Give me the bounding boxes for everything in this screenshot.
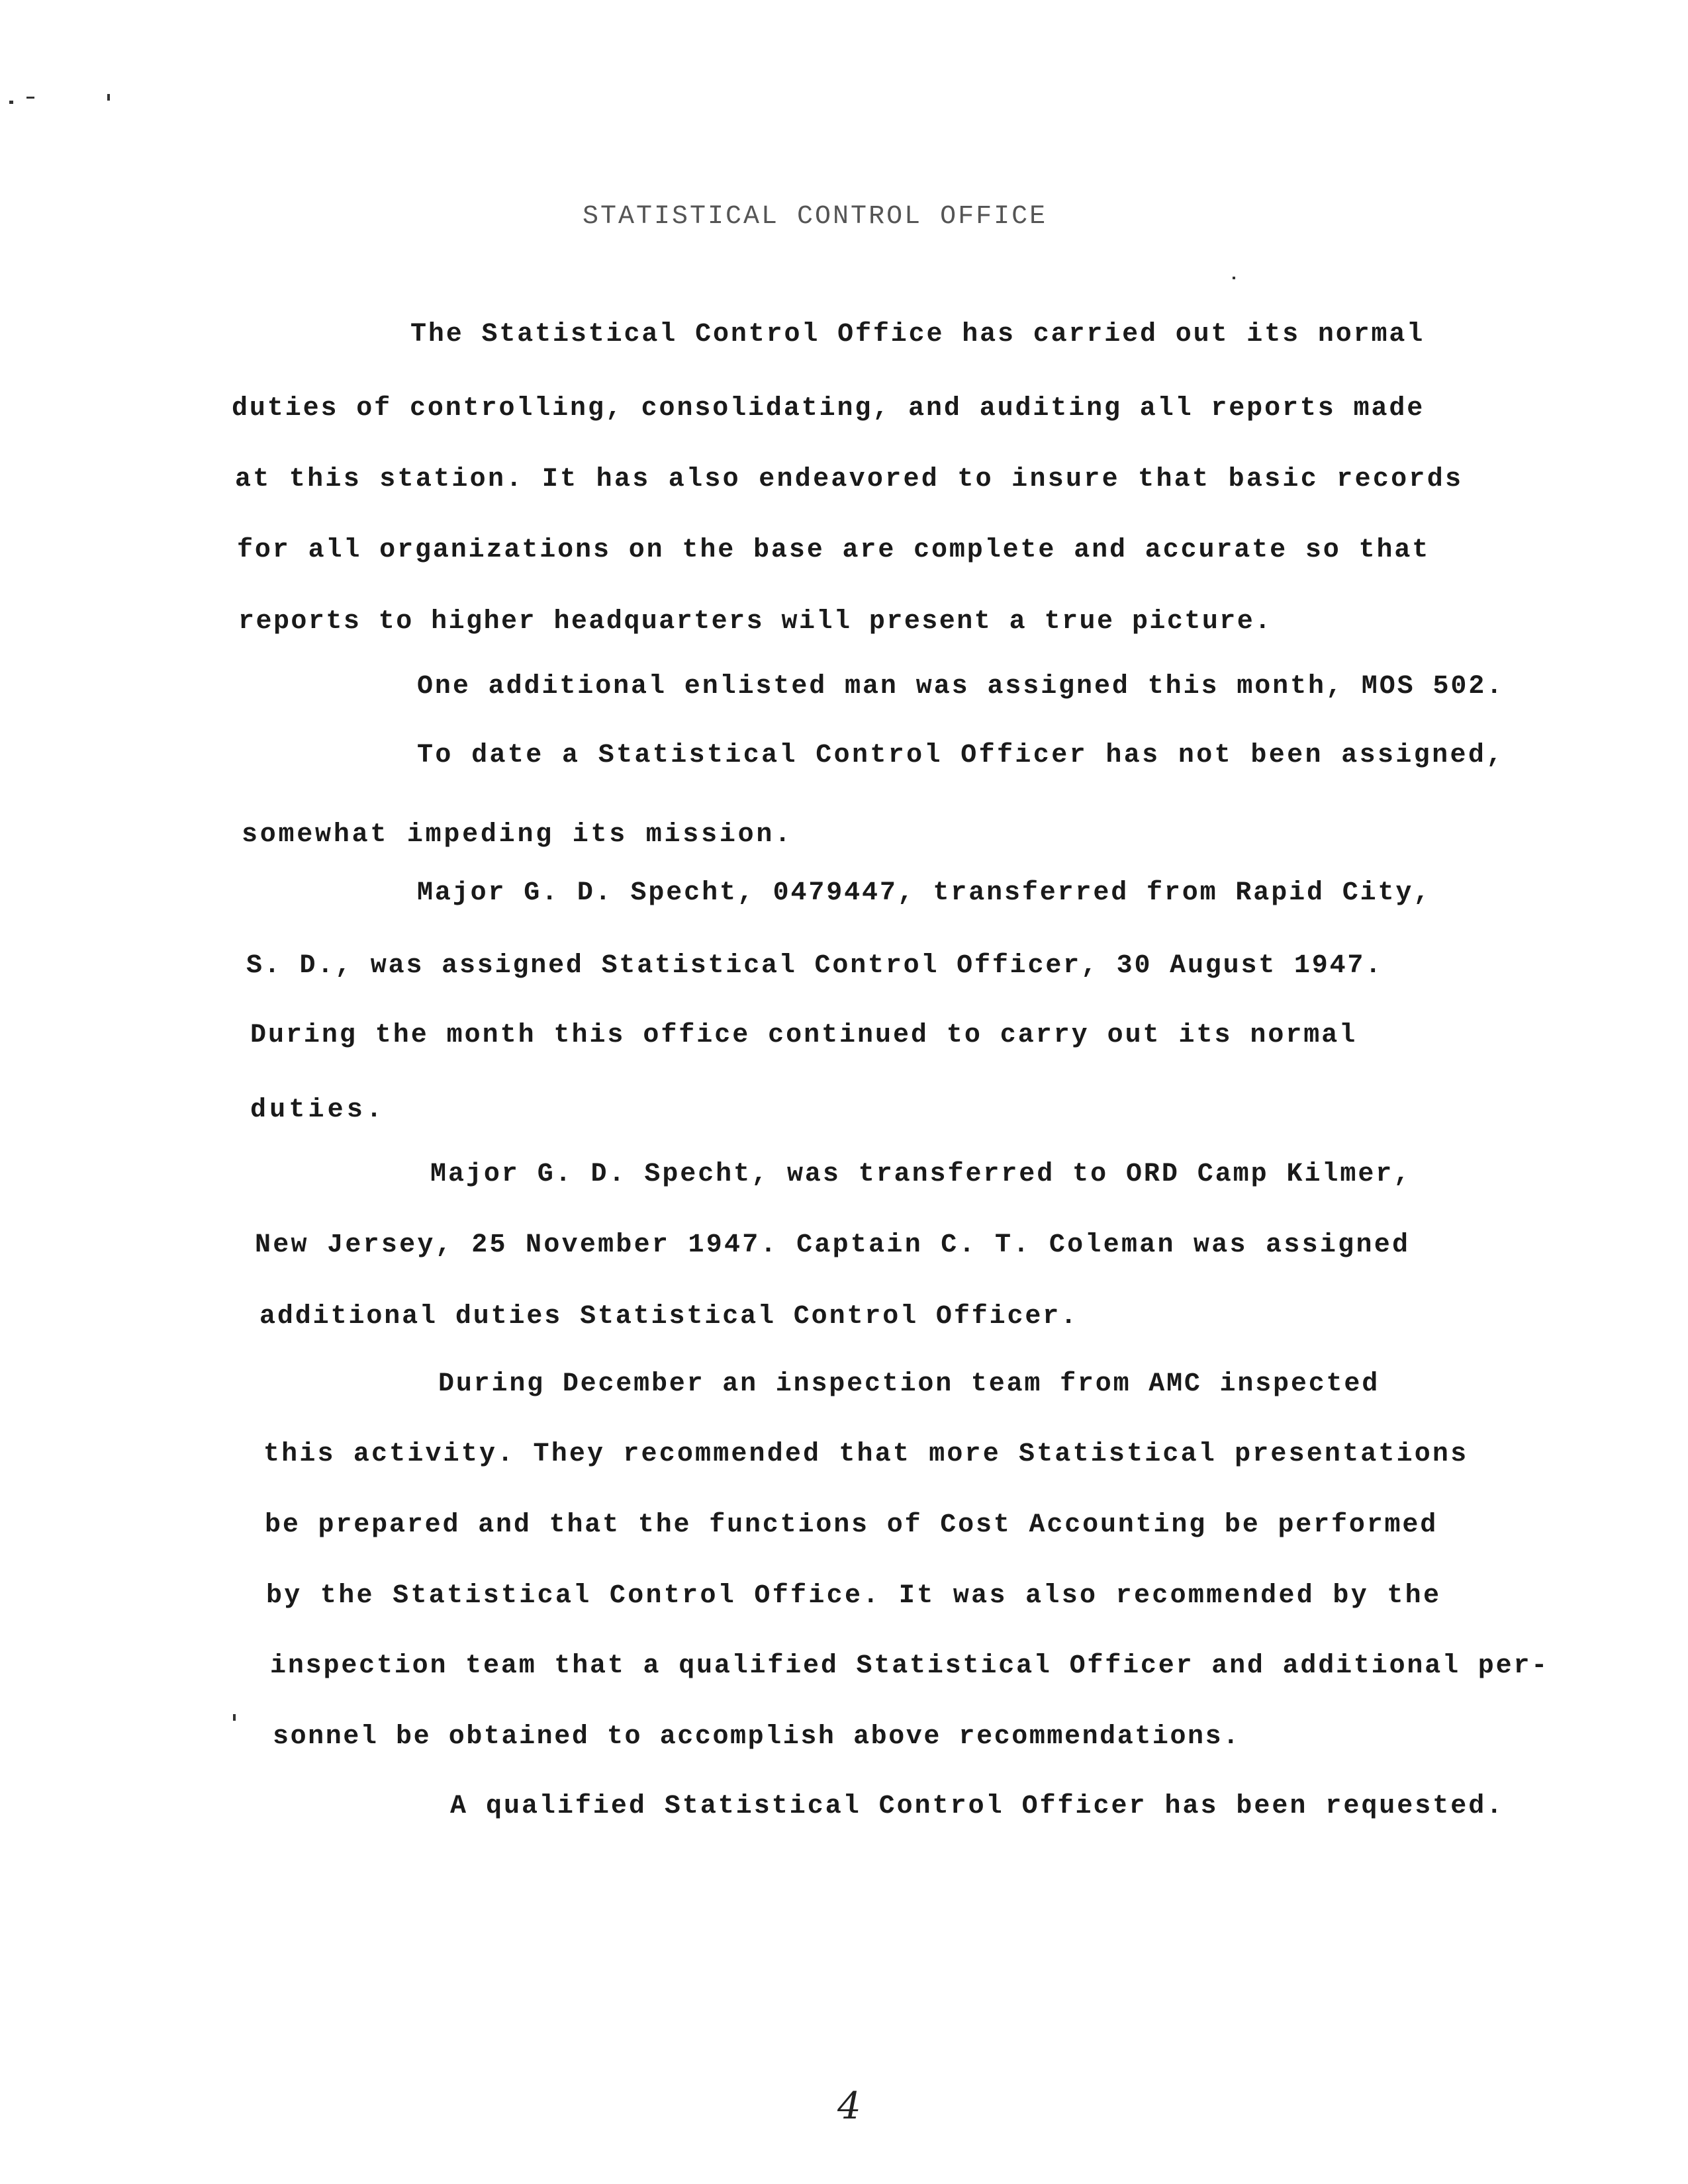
body-text-line: New Jersey, 25 November 1947. Captain C. T. Coleman was assigned [255,1230,1411,1260]
body-text-line: by the Statistical Control Office. It was also recommended by the [266,1581,1442,1611]
body-text-line: Major G. D. Specht, 0479447, transferred from Rapid City, [417,878,1432,908]
body-text-line: this activity. They recommended that more Statistical presentations [263,1439,1469,1469]
body-text-line: S. D., was assigned Statistical Control Officer, 30 August 1947. [246,951,1383,981]
body-text-line: During December an inspection team from AMC inspected [438,1369,1380,1399]
body-text-line: To date a Statistical Control Officer has not been assigned, [417,741,1505,770]
body-text-line: During the month this office continued to carry out its normal [250,1021,1358,1050]
scan-speck [1233,277,1235,279]
body-text-line: additional duties Statistical Control Officer. [259,1302,1079,1332]
body-text-line: duties of controlling, consolidating, and auditing all reports made [232,394,1425,424]
scan-speck [26,97,34,99]
document-heading: STATISTICAL CONTROL OFFICE [583,202,1048,232]
body-text-line: be prepared and that the functions of Cost Accounting be performed [265,1510,1438,1540]
body-text-line: A qualified Statistical Control Officer has been requested. [450,1792,1505,1821]
scan-speck [107,94,110,101]
body-text-line: One additional enlisted man was assigned this month, MOS 502. [417,672,1505,702]
body-text-line: duties. [250,1095,386,1125]
body-text-line: inspection team that a qualified Statistical Officer and additional per- [270,1651,1550,1681]
body-text-line: Major G. D. Specht, was transferred to ORD Camp Kilmer, [430,1160,1412,1189]
page-number: 4 [837,2085,861,2128]
body-text-line: The Statistical Control Office has carried out its normal [410,320,1425,349]
scan-speck [9,101,13,104]
body-text-line: reports to higher headquarters will present a true picture. [238,607,1272,637]
body-text-line: at this station. It has also endeavored to insure that basic records [235,465,1464,494]
body-text-line: somewhat impeding its mission. [242,820,793,850]
body-text-line: sonnel be obtained to accomplish above recommendations. [273,1722,1241,1752]
scan-speck [233,1714,236,1721]
body-text-line: for all organizations on the base are complete and accurate so that [237,535,1430,565]
